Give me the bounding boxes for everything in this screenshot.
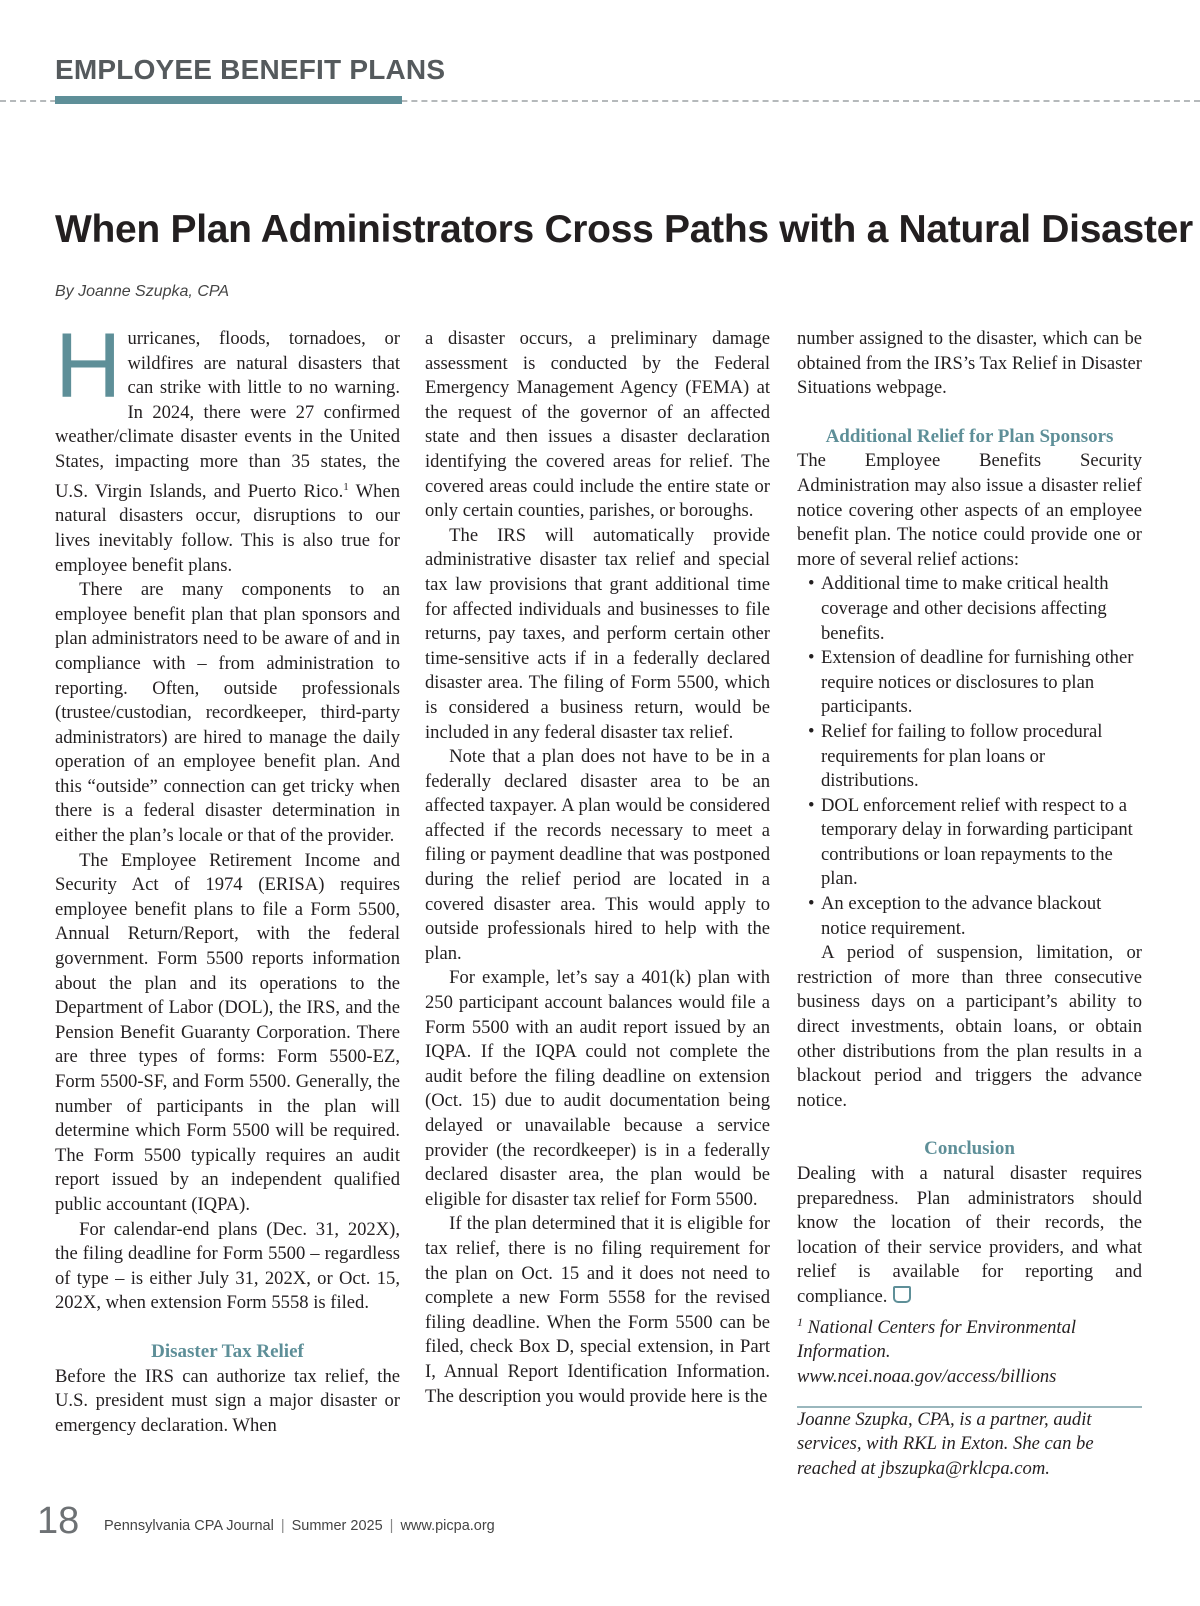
body-paragraph: number assigned to the disaster, which can be obtained from the IRS’s Tax Relief in Disaster Situations webpage. xyxy=(797,328,1142,399)
subhead-disaster-tax-relief: Disaster Tax Relief xyxy=(151,1340,304,1362)
intro-text: urricanes, floods, tornadoes, or wildfires are natural disasters that can strike with little to no warning. In 2024, there were 27 confirmed weather/climate disaster events in the United States, impacting more than 35 states, the U.S. Virgin Islands, and Puerto Rico. xyxy=(55,328,400,502)
header-accent-bar xyxy=(55,96,402,104)
body-paragraph: There are many components to an employee benefit plan that plan sponsors and plan administrators need to be aware of and in compliance with – from administration to reporting. Often, outside professionals (trustee/custodian, recordkeeper, third-party administrators) are hired to manage the daily operation of an employee benefit plan. And this “outside” connection can get tricky when there is a federal disaster determination in either the plan’s locale or that of the provider. xyxy=(55,579,400,847)
body-paragraph: The Employee Benefits Security Administration may also issue a disaster relief notice covering other aspects of an employee benefit plan. The notice could provide one or more of several relief actions: xyxy=(797,450,1142,570)
footer-separator: | xyxy=(389,1518,394,1534)
conclusion-paragraph xyxy=(797,1162,1142,1310)
footnote-number: 1 xyxy=(797,1314,803,1329)
subhead-conclusion: Conclusion xyxy=(924,1138,1015,1160)
body-paragraph: For example, let’s say a 401(k) plan with 250 participant account balances would file a Form 5500 with an audit report issued by an IQPA. If the IQPA could not complete the audit before the filing deadline on extension (Oct. 15) due to audit documentation being delayed or unavailable because a service provider (the recordkeeper) is in a federally declared disaster area, the plan would be eligible for disaster tax relief for Form 5500. xyxy=(425,967,770,1210)
body-paragraph: If the plan determined that it is eligible for tax relief, there is no filing requirement for the plan on Oct. 15 and it does not need to complete a new Form 5558 for the revised filing deadline. When the Form 5500 can be filed, check Box D, special extension, in Part I, Annual Report Identification Information. The description you would provide here is the xyxy=(425,1213,770,1407)
drop-cap: H xyxy=(55,315,122,417)
footnote-ref: 1 xyxy=(343,480,349,493)
issue-date: Summer 2025 xyxy=(291,1518,383,1534)
body-paragraph: a disaster occurs, a preliminary damage assessment is conducted by the Federal Emergency Management Agency (FEMA) at the request of the governor of an affected state and then issues a disaster declaration identifying the covered areas for relief. The covered areas could include the entire state or only certain counties, parishes, or boroughs. xyxy=(425,328,770,522)
column-1 xyxy=(55,315,400,1438)
keystone-end-icon xyxy=(893,1286,911,1303)
journal-name: Pennsylvania CPA Journal xyxy=(104,1518,274,1534)
intro-paragraph xyxy=(55,315,400,578)
intro-text-end: When natural disasters occur, disruptions to our lives inevitably follow. This is also true for employee benefit plans. xyxy=(55,480,400,576)
body-paragraph: The Employee Retirement Income and Security Act of 1974 (ERISA) requires employee benefit plans to file a Form 5500, Annual Return/Report, with the federal government. Form 5500 reports information about the plan and its operations to the Department of Labor (DOL), the IRS, and the Pension Benefit Guaranty Corporation. There are three types of forms: Form 5500-EZ, Form 5500-SF, and Form 5500. Generally, the number of participants in the plan will determine which Form 5500 will be required. The Form 5500 typically requires an audit report issued by an independent qualified public accountant (IQPA). xyxy=(55,849,400,1215)
body-paragraph: Note that a plan does not have to be in a federally declared disaster area to be an affected taxpayer. A plan would be considered affected if the records necessary to meet a filing or payment deadline that was postponed during the relief period are located in a covered disaster area. This would apply to outside professionals hired to help with the plan. xyxy=(425,746,770,964)
byline: By Joanne Szupka, CPA xyxy=(55,283,230,300)
website-link[interactable]: www.picpa.org xyxy=(400,1518,495,1534)
author-bio: Joanne Szupka, CPA, is a partner, audit services, with RKL in Exton. She can be reached at jbszupka@rklcpa.com. xyxy=(797,1408,1094,1479)
body-paragraph: A period of suspension, limitation, or restriction of more than three consecutive business days on a participant’s ability to direct investments, obtain loans, or obtain other distributions from the plan results in a blackout period and triggers the advance notice. xyxy=(797,942,1142,1111)
body-paragraph: The IRS will automatically provide administrative disaster tax relief and special tax law provisions that grant additional time for affected individuals and businesses to file returns, pay taxes, and perform certain other time-sensitive acts if in a federally declared disaster area. The filing of Form 5500, which is considered a business return, would be included in any federal disaster tax relief. xyxy=(425,524,770,743)
footer-line xyxy=(104,1518,495,1534)
list-item: • Additional time to make critical health coverage and other decisions affecting benefits. xyxy=(821,572,1142,646)
footer-separator: | xyxy=(280,1518,285,1534)
list-item: • Relief for failing to follow procedural requirements for plan loans or distributions. xyxy=(821,720,1142,794)
column-2 xyxy=(425,327,770,1409)
page-number: 18 xyxy=(37,1500,80,1542)
column-3 xyxy=(797,327,1142,1481)
list-item: • DOL enforcement relief with respect to a temporary delay in forwarding participant contributions or loan repayments to the plan. xyxy=(821,794,1142,892)
footnote xyxy=(797,1310,1142,1390)
list-item: • Extension of deadline for furnishing other require notices or disclosures to plan participants. xyxy=(821,646,1142,720)
section-label: EMPLOYEE BENEFIT PLANS xyxy=(55,54,446,85)
relief-list xyxy=(797,572,1142,941)
body-paragraph: For calendar-end plans (Dec. 31, 202X), the filing deadline for Form 5500 – regardless of type – is either July 31, 202X, or Oct. 15, 202X, when extension Form 5558 is filed. xyxy=(55,1218,400,1314)
footnote-text: National Centers for Environmental Information. www.ncei.noaa.gov/access/billions xyxy=(797,1316,1077,1387)
list-item: • An exception to the advance blackout notice requirement. xyxy=(821,892,1142,941)
article-title: When Plan Administrators Cross Paths with a Natural Disaster xyxy=(55,208,1193,251)
body-paragraph: Before the IRS can authorize tax relief, the U.S. president must sign a major disaster or emergency declaration. When xyxy=(55,1365,400,1436)
subhead-additional-relief: Additional Relief for Plan Sponsors xyxy=(825,425,1114,447)
conclusion-text: Dealing with a natural disaster requires preparedness. Plan administrators should know the location of their records, the location of their service providers, and what relief is available for reporting and compliance. xyxy=(797,1163,1142,1307)
